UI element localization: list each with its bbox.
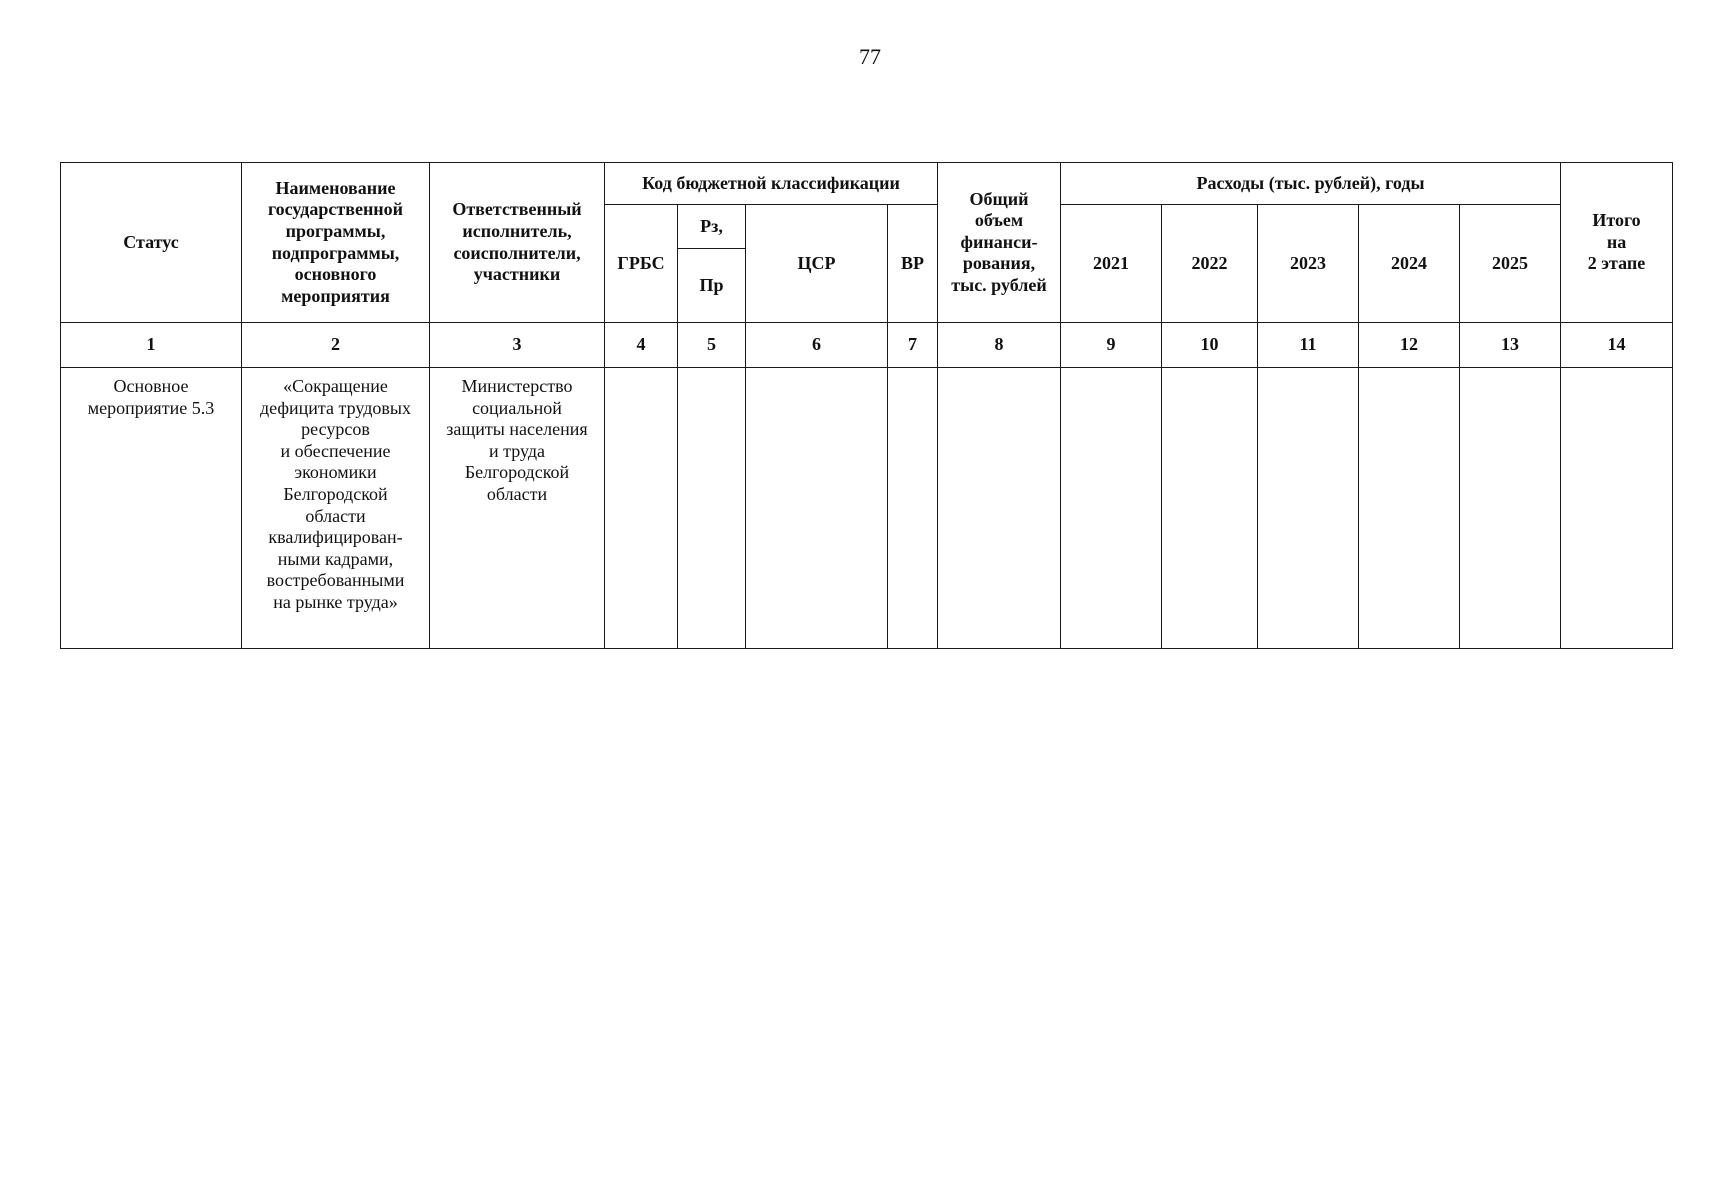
header-year-2025: 2025 [1460, 205, 1561, 323]
column-number: 4 [605, 323, 678, 368]
header-csr: ЦСР [746, 205, 888, 323]
cell-2025 [1460, 368, 1561, 649]
cell-vr [888, 368, 938, 649]
header-year-2023: 2023 [1258, 205, 1359, 323]
cell-rz-pr [678, 368, 746, 649]
column-number: 9 [1061, 323, 1162, 368]
header-rz: Рз, [678, 205, 746, 249]
cell-total [938, 368, 1061, 649]
header-year-2024: 2024 [1359, 205, 1460, 323]
column-number: 14 [1561, 323, 1673, 368]
column-number: 8 [938, 323, 1061, 368]
column-number: 11 [1258, 323, 1359, 368]
header-grbs: ГРБС [605, 205, 678, 323]
budget-table [60, 162, 1673, 649]
cell-program-name: «Сокращение дефицита трудовых ресурсов и обеспечение экономики Белгородской области квалифицирован- ными кадрами, востребованными на рынке труда» [242, 368, 430, 649]
header-responsible: Ответственный исполнитель, соисполнители, участники [430, 163, 605, 323]
column-number: 10 [1162, 323, 1258, 368]
cell-csr [746, 368, 888, 649]
column-number-row [61, 323, 1673, 368]
header-vr: ВР [888, 205, 938, 323]
table-row [61, 368, 1673, 649]
header-expenses: Расходы (тыс. рублей), годы [1061, 163, 1561, 205]
cell-status: Основное мероприятие 5.3 [61, 368, 242, 649]
column-number: 13 [1460, 323, 1561, 368]
header-status: Статус [61, 163, 242, 323]
header-budget-code: Код бюджетной классификации [605, 163, 938, 205]
header-pr: Пр [678, 249, 746, 323]
page-number: 77 [859, 44, 881, 69]
column-number: 7 [888, 323, 938, 368]
header-total-funding: Общий объем финанси- рования, тыс. рублей [938, 163, 1061, 323]
cell-2022 [1162, 368, 1258, 649]
column-number: 5 [678, 323, 746, 368]
cell-grbs [605, 368, 678, 649]
column-number: 3 [430, 323, 605, 368]
cell-2021 [1061, 368, 1162, 649]
cell-2023 [1258, 368, 1359, 649]
column-number: 1 [61, 323, 242, 368]
column-number: 6 [746, 323, 888, 368]
cell-stage-total [1561, 368, 1673, 649]
cell-2024 [1359, 368, 1460, 649]
header-year-2022: 2022 [1162, 205, 1258, 323]
cell-responsible: Министерство социальной защиты населения и труда Белгородской области [430, 368, 605, 649]
header-program-name: Наименование государственной программы, подпрограммы, основного мероприятия [242, 163, 430, 323]
column-number: 2 [242, 323, 430, 368]
header-year-2021: 2021 [1061, 205, 1162, 323]
header-stage-total: Итого на 2 этапе [1561, 163, 1673, 323]
column-number: 12 [1359, 323, 1460, 368]
